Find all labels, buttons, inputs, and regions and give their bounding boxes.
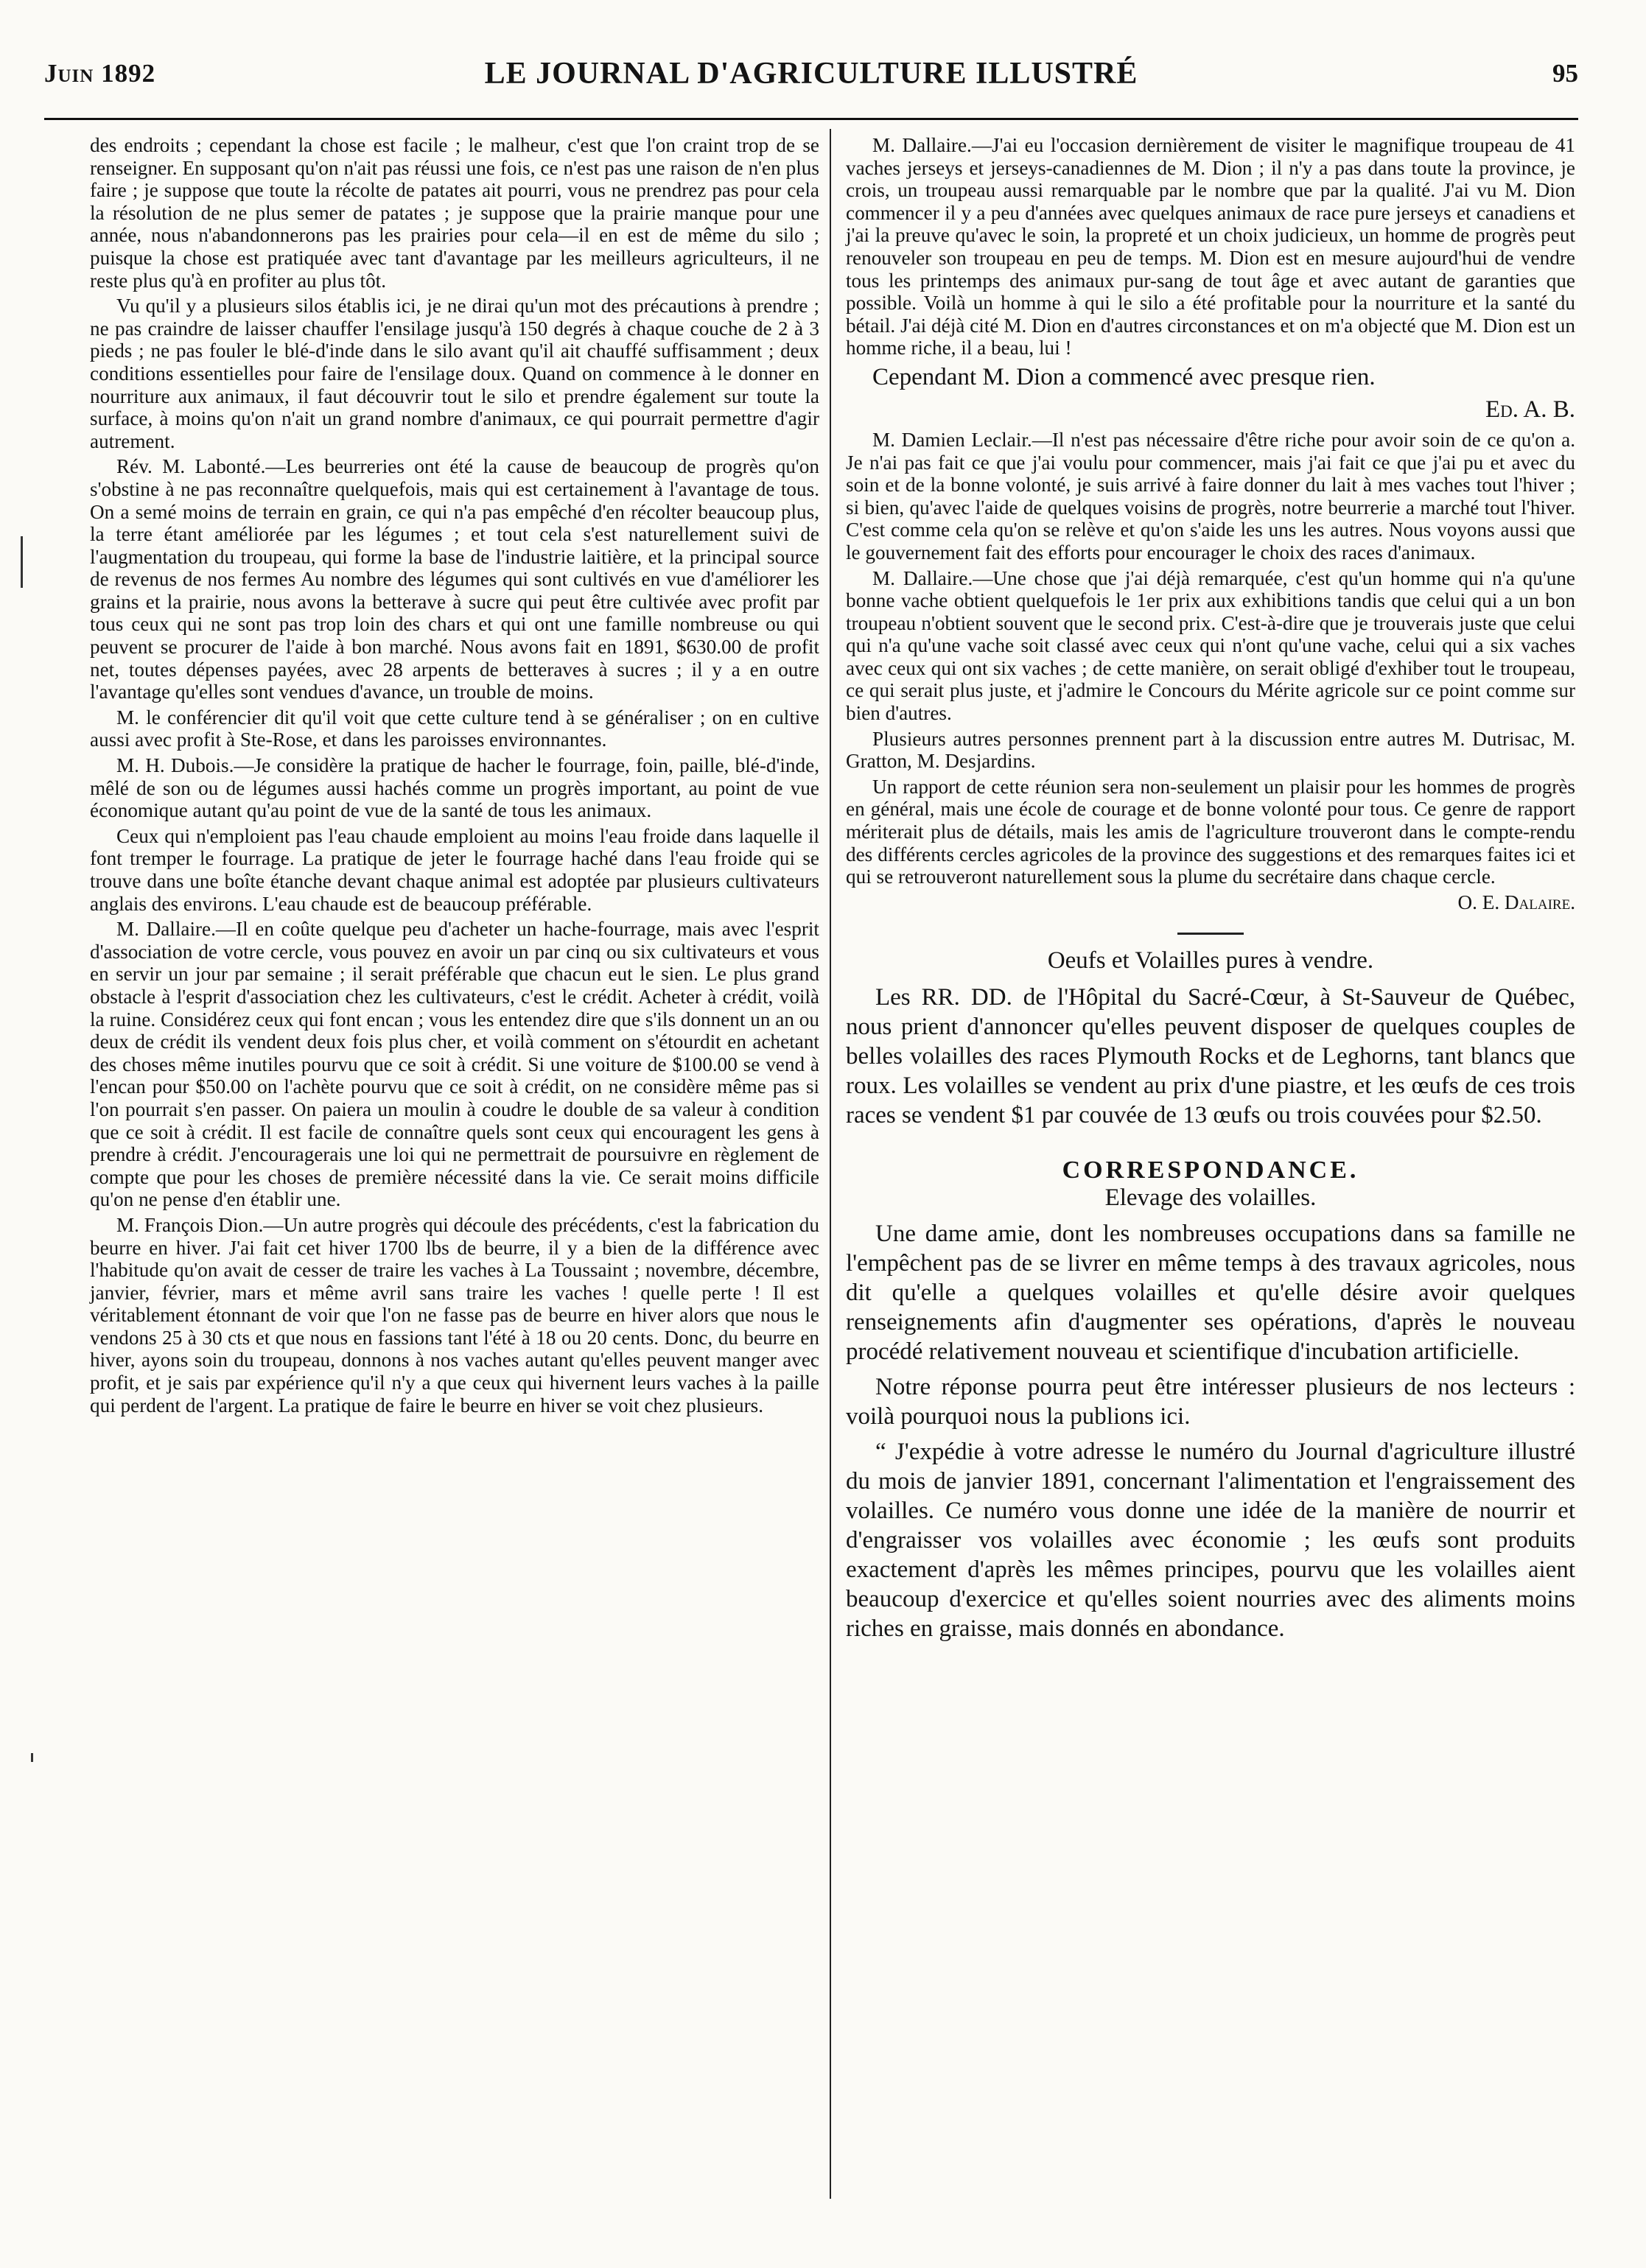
page-header (44, 43, 1578, 109)
journal-title: LE JOURNAL D'AGRICULTURE ILLUSTRÉ (484, 57, 1138, 91)
paragraph: Cependant M. Dion a commencé avec presque rien. (872, 363, 1376, 390)
paragraph: “ J'expédie à votre adresse le numéro du Journal d'agriculture illustré du mois de janvier 1891, concernant l'alimentation et l'engraissement des volailles. Ce numéro vous donne une idée de la manière de nourrir et d'engraisser vos volailles avec économie ; les œufs sont produits exactement d'après les mêmes principes, pourvu que les volailles aient beaucoup d'exercice et qu'elles soient nourries avec des aliments moins riches en graisse, mais donnés en abondance. (846, 1439, 1575, 1643)
issue-date: Juin 1892 (44, 59, 156, 88)
paragraph: Un rapport de cette réunion sera non-seulement un plaisir pour les hommes de progrès en général, mais une école de courage et de bonne volonté pour tous. Ce genre de rapport mériterait plus de détails, mais les amis de l'agriculture trouveront dans le compte-rendu des différents cercles agricoles de la province des suggestions et des remarques faites ici et qui se retrouveront naturellement sous la plume du secrétaire dans chaque cercle. (846, 775, 1575, 888)
margin-mark (21, 536, 23, 588)
paragraph: M. Dallaire.—J'ai eu l'occasion dernièrement de visiter le magnifique troupeau de 41 vaches jerseys et jerseys-canadiennes de M. Dion ; il n'y a pas dans toute la province, je crois, un troupeau aussi remarquable par le nombre que par la qualité. J'ai vu M. Dion commencer il y a peu d'années avec quelques animaux de race pure jerseys et canadiens et j'ai la preuve qu'avec le soin, la propreté et un choix judicieux, un homme de progrès peut renouveler son troupeau en peu de temps. M. Dion est en mesure aujourd'hui de vendre tous les printemps des animaux pur-sang de tout âge et avec autant de garanties que possible. Voilà un homme à qui le silo a été profitable pour la nourriture et la santé du bétail. J'ai déjà cité M. Dion en d'autres circonstances et on m'a objecté que M. Dion est un homme riche, il a beau, lui ! (846, 134, 1575, 359)
signature: O. E. Dalaire. (1457, 891, 1575, 913)
paragraph: Ceux qui n'emploient pas l'eau chaude emploient au moins l'eau froide dans laquelle il font tremper le fourrage. La pratique de jeter le fourrage haché dans l'eau froide qui se trouve dans une boîte étanche devant chaque animal est adoptée par plusieurs cultivateurs anglais des environs. L'eau chaude est de beaucoup préférable. (90, 824, 819, 915)
paragraph: M. Damien Leclair.—Il n'est pas nécessaire d'être riche pour avoir soin de ce qu'on a. Je n'ai pas fait ce que j'ai voulu pour commencer, mais j'ai fait ce que j'ai pu et avec du soin et de la bonne volonté, je suis arrivé à faire donner du lait à mes vaches tout l'hiver ; si bien, qu'avec l'aide de quelques voisins de progrès, notre beurrerie a marché tout l'hiver. C'est comme cela qu'on se relève et qu'on s'aide les uns les autres. Nous voyons aussi que le gouvernement fait des efforts pour encourager le choix des races d'animaux. (846, 428, 1575, 564)
left-column (90, 134, 819, 1419)
paragraph: Vu qu'il y a plusieurs silos établis ici, je ne dirai qu'un mot des précautions à prendre ; ne pas craindre de laisser chauffer l'ensilage jusqu'à 150 degrés à chaque couche de 2 à 3 pieds ; ne pas fouler le blé-d'inde dans le silo avant qu'il ait chauffé suffisamment ; deux conditions essentielles pour faire de l'ensilage doux. Quand on commence à le donner en nourriture aux animaux, il faut découvrir tout le silo et prendre également sur toute la surface, à moins qu'on n'ait un grand nombre d'animaux, ce qui pourrait permettre d'agir autrement. (90, 295, 819, 452)
paragraph: des endroits ; cependant la chose est facile ; le malheur, c'est que l'on craint trop de se renseigner. En supposant qu'on n'ait pas réussi une fois, ce n'est pas une raison de n'en plus faire ; je suppose que toute la récolte de patates ait pourri, vous ne prendrez pas pour cela la résolution de ne plus semer de patates ; je suppose que la prairie manque pour une année, nous n'abandonnerons pas les prairies pour cela—il en est de même du silo ; puisque la chose est pratiquée avec tant d'avantage par les meilleurs agriculteurs, il ne reste plus qu'à en profiter au plus tôt. (90, 134, 819, 292)
paragraph: Une dame amie, dont les nombreuses occupations dans sa famille ne l'empêchent pas de se livrer en même temps à des travaux agricoles, nous dit qu'elle a quelques volailles et qu'elle désire avoir quelques renseignements afin d'augmenter ses opérations, d'après le nouveau procédé relativement nouveau et scientifique d'incubation artificielle. (846, 1221, 1575, 1366)
section-subheading: Elevage des volailles. (1104, 1184, 1317, 1211)
paragraph: M. Dallaire.—Il en coûte quelque peu d'acheter un hache-fourrage, mais avec l'esprit d'association de votre cercle, vous pouvez en avoir un par cinq ou six cultivateurs et vous en servir un jour par semaine ; il serait préférable que chacun eut le sien. Le plus grand obstacle à l'esprit d'association chez les cultivateurs, c'est le crédit. Acheter à crédit, voilà la ruine. Considérez ceux qui font encan ; vous les entendez dire que s'ils donnent un an ou deux de crédit ils vendent deux fois plus cher, et voilà comment on s'étourdit en achetant des choses même inutiles pourvu que ce soit à crédit. Si une voiture de $100.00 se vend à l'encan pour $50.00 on l'achète pourvu que ce soit à crédit, on ne considère même pas si l'on pourrait s'en passer. On paiera un moulin à coudre le double de sa valeur à condition que ce soit à crédit. Il est facile de connaître quels sont ceux qui encouragent les gens à prendre à crédit. J'encouragerais une loi qui ne permettrait de poursuivre en règlement de compte que pour les choses de première nécessité dans la vie. Ce serait moins difficile qu'on ne pense d'en établir une. (90, 918, 819, 1211)
paragraph: M. H. Dubois.—Je considère la pratique de hacher le fourrage, foin, paille, blé-d'inde, mêlé de son ou de légumes aussi hachés comme un progrès important, au point de vue économique autant qu'au point de vue de la santé de tous les animaux. (90, 754, 819, 822)
section-heading: CORRESPONDANCE. (1062, 1156, 1359, 1184)
ad-text: Les RR. DD. de l'Hôpital du Sacré-Cœur, à St-Sauveur de Québec, nous prient d'annoncer qu'elles peuvent disposer de quelques couples de belles volailles des races Plymouth Rocks et de Leghorns, tant blancs que roux. Les volailles se vendent au prix d'une piastre, et les œufs de ces trois races se vendent $1 par couvée de 13 œufs ou trois couvées pour $2.50. (846, 984, 1575, 1128)
paragraph: M. Dallaire.—Une chose que j'ai déjà remarquée, c'est qu'un homme qui n'a qu'une bonne vache obtient quelquefois le 1er prix aux exhibitions tandis que celui qui a un bon troupeau n'obtient souvent que le second prix. C'est-à-dire que je trouverais juste que celui qui n'a qu'une vache soit classé avec ceux qui n'ont qu'une vache, celui qui a six vaches avec ceux qui ont six vaches ; de cette manière, on serait obligé d'exhiber tout le troupeau, ce qui serait plus juste, et j'admire le Concours du Mérite agricole sur ce point comme sur bien d'autres. (846, 566, 1575, 725)
paragraph: M. le conférencier dit qu'il voit que cette culture tend à se généraliser ; on en cultive aussi avec profit à Ste-Rose, et dans les paroisses environnantes. (90, 706, 819, 751)
signature: Ed. A. B. (1485, 396, 1575, 423)
paragraph: Notre réponse pourra peut être intéresser plusieurs de nos lecteurs : voilà pourquoi nous la publions ici. (846, 1374, 1575, 1430)
paragraph: Rév. M. Labonté.—Les beurreries ont été la cause de beaucoup de progrès qu'on s'obstine à ne pas reconnaître quelquefois, mais qui est certainement à l'avantage de tous. On a semé moins de terrain en grain, ce qui n'a pas empêché d'en récolter beaucoup plus, la terre étant améliorée par les légumes ; et tout cela s'est naturellement suivi de l'augmentation du troupeau, qui forme la base de l'industrie laitière, et la principal source de revenus de nos fermes Au nombre des légumes qui sont cultivés en vue d'améliorer les grains et la prairie, nous avons la betterave à sucre qui peut être cultivée avec profit par tous ceux qui ne sont pas trop loin des chars et qui ont une famille nombreuse ou qui peuvent se procurer de l'aide à bon marché. Nous avons fait en 1891, $630.00 de profit net, toutes dépenses payées, avec 28 arpents de betteraves à sucres ; il y a en outre l'avantage qu'elles sont vendues d'avance, un trouble de moins. (90, 455, 819, 703)
page-number: 95 (1552, 59, 1578, 88)
right-column (846, 134, 1575, 1649)
paragraph: Plusieurs autres personnes prennent part à la discussion entre autres M. Dutrisac, M. Gratton, M. Desjardins. (846, 727, 1575, 773)
paragraph: M. François Dion.—Un autre progrès qui découle des précédents, c'est la fabrication du beurre en hiver. J'ai fait cet hiver 1700 lbs de beurre, il y a bien de la différence avec l'habitude qu'on avait de cesser de traire les vaches à La Toussaint ; novembre, décembre, janvier, février, mars et même avril sans traire les vaches ! quelle perte ! Il est véritablement étonnant de voir que l'on ne fasse pas de beurre en hiver alors que nous le vendons 25 à 30 cts et que nous en fassions tant l'été à 18 ou 20 cents. Donc, du beurre en hiver, ayons soin du troupeau, donnons à nos vaches autant qu'elles peuvent manger avec profit, et je sais par expérience qu'il n'y a que ceux qui hivernent leurs vaches à la paille qui perdent de l'argent. La pratique de faire le beurre en hiver se voit chez plusieurs. (90, 1213, 819, 1416)
column-divider (830, 129, 831, 2199)
header-rule (44, 118, 1578, 120)
section-divider (1177, 933, 1244, 935)
margin-mark (31, 1753, 33, 1762)
ad-heading: Oeufs et Volailles pures à vendre. (1047, 947, 1374, 975)
